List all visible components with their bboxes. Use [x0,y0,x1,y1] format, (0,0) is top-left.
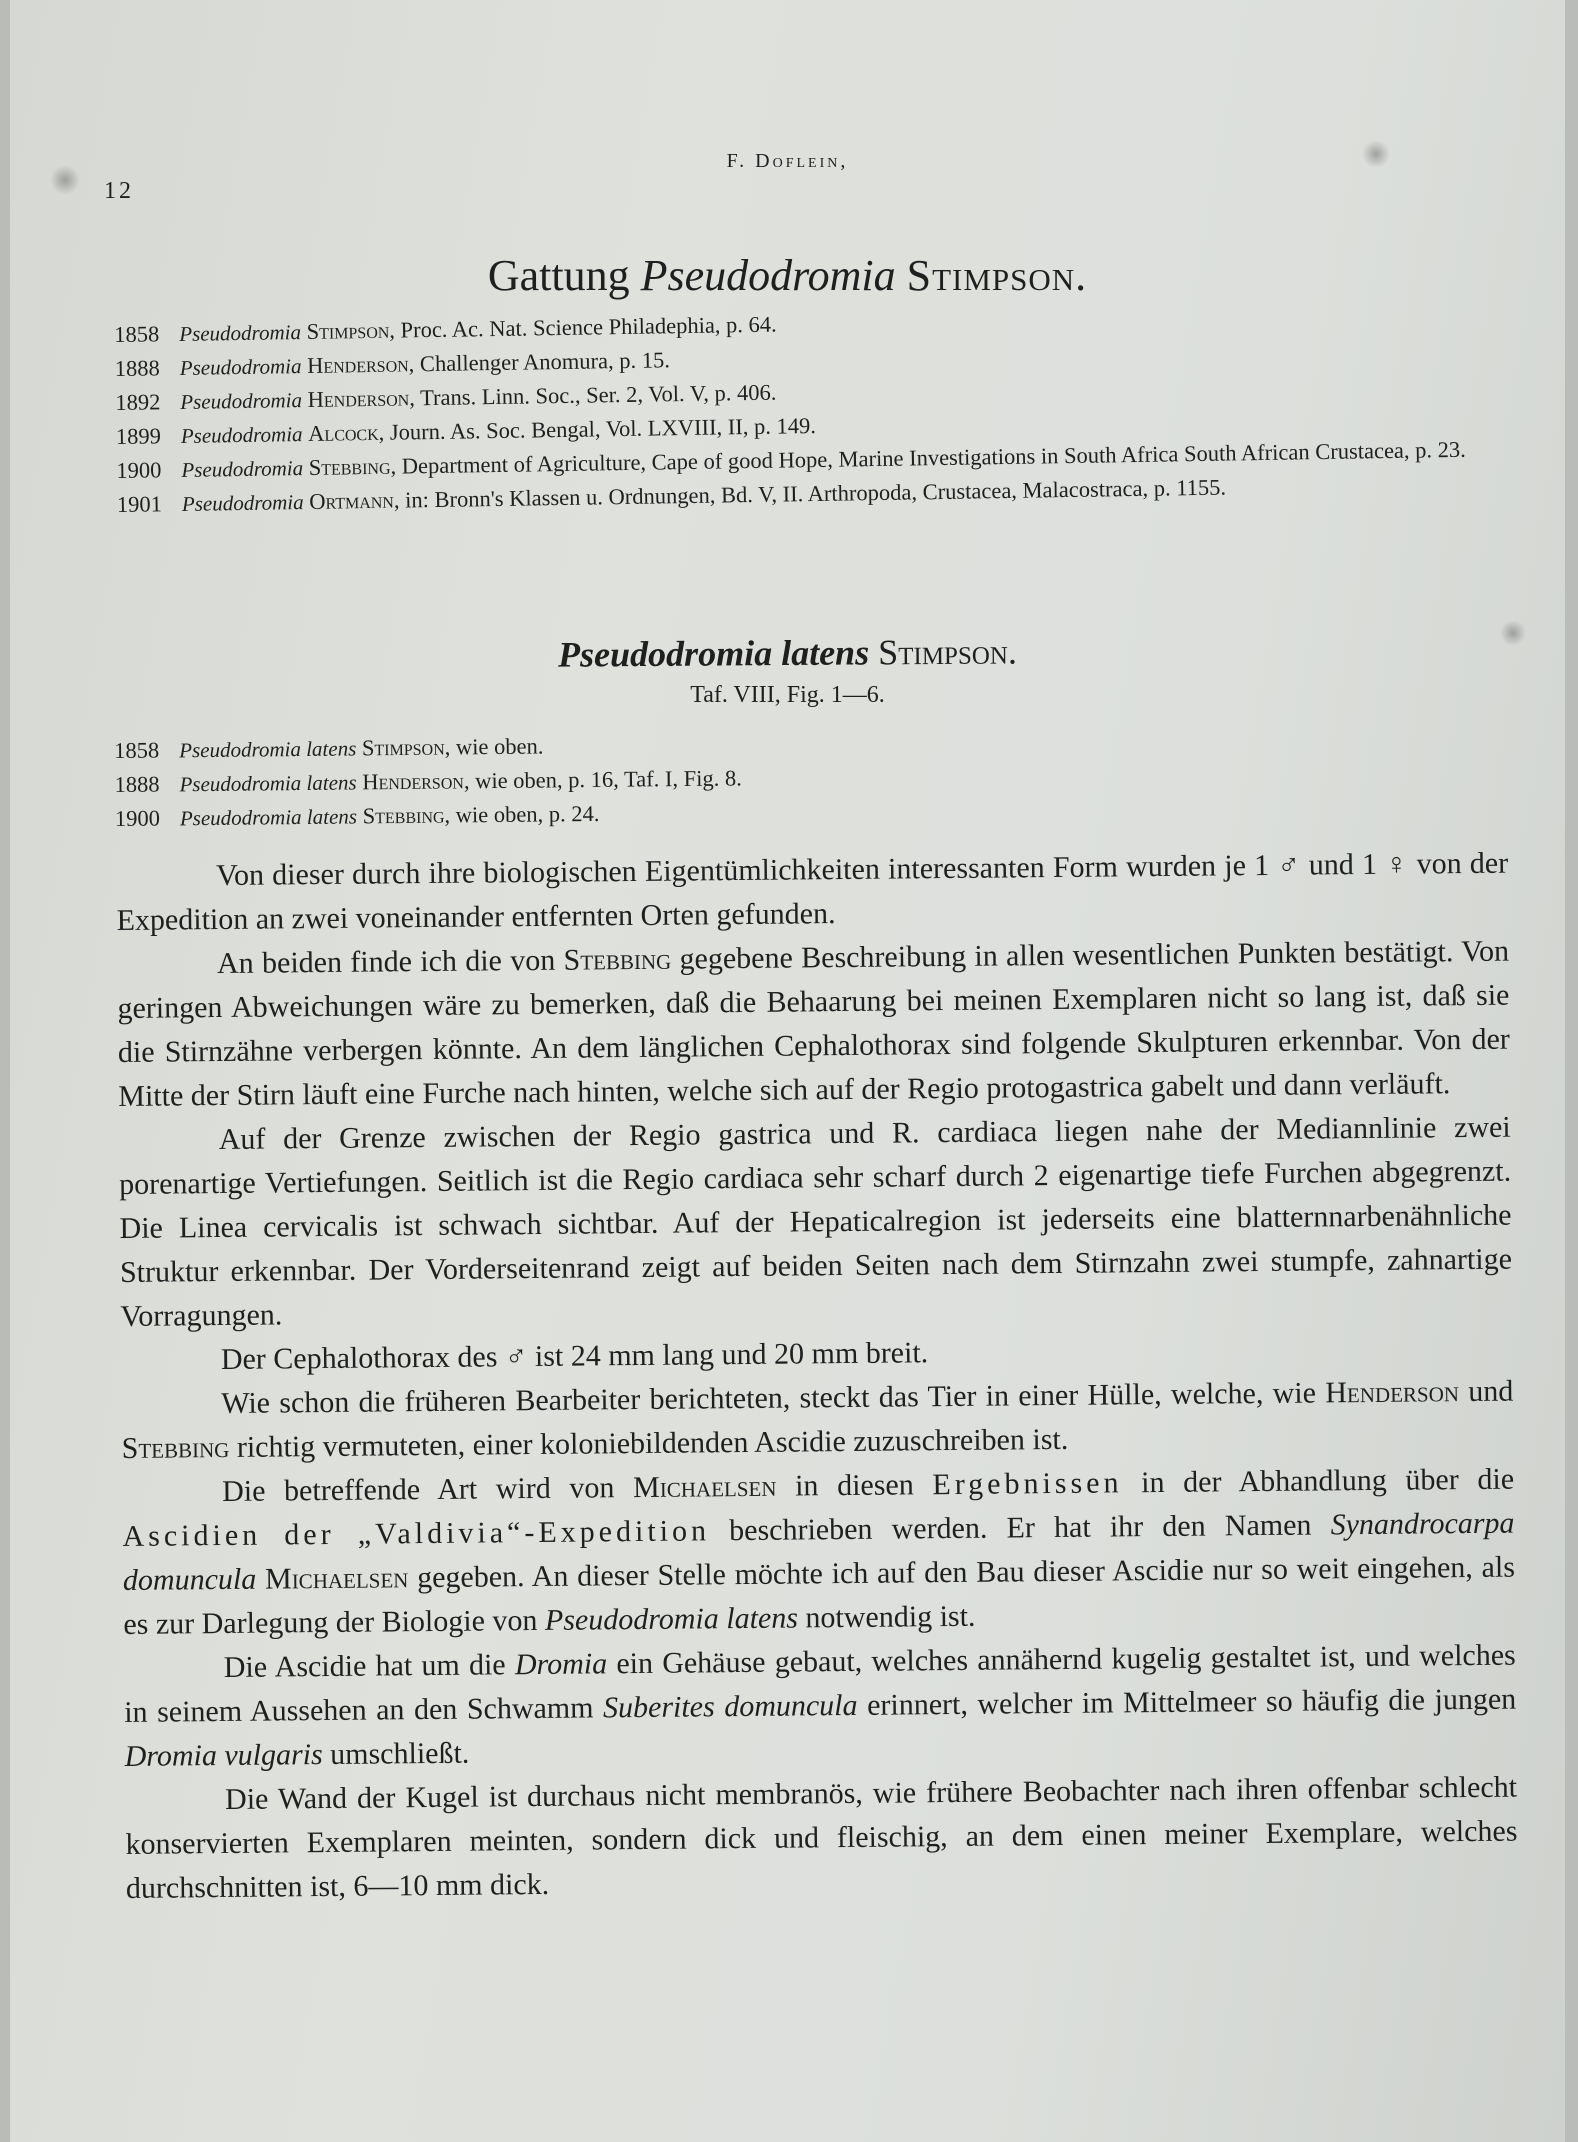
species-title-author: Stimpson. [877,631,1018,673]
text-run: umschließt. [330,1736,470,1771]
reference-source: , in: Bronn's Klassen u. Ordnungen, Bd. V, II. Arthropoda, Crustacea, Malacostraca, p. 1155. [393,474,1227,513]
author-name: Stebbing [121,1430,230,1465]
reference-year: 1858 [114,321,160,347]
reference-source: , Journ. As. Soc. Bengal, Vol. LXVIII, II, p. 149. [378,412,817,445]
text-run: Die Ascidie hat um die [223,1648,506,1685]
taxon-name: Synandrocarpa domuncula [122,1506,1515,1597]
plate-reference: Taf. VIII, Fig. 1—6. [690,682,885,708]
reference-taxon: Pseudodromia latens [179,770,357,797]
paragraph: Der Cephalothorax des ♂ ist 24 mm lang und 20 mm breit. [220,1336,929,1377]
text-run: beschrieben werden. Er hat ihr den Namen [729,1508,1312,1548]
reference-taxon: Pseudodromia latens [179,736,357,763]
spaced-text: Ergebnissen [932,1466,1123,1502]
book-page [10,0,1565,2142]
reference-year: 1899 [115,423,162,449]
body-text [116,842,1518,1911]
text-run: in diesen [794,1468,914,1503]
genus-title [10,250,1565,301]
paragraph: Von dieser durch ihre biologischen Eigentümlichkeiten interessanten Form wurden je 1 ♂ und 1 ♀ von der Expedition an zwei voneinander entfernten Orten gefunden. [116,846,1509,937]
reference-source: , Trans. Linn. Soc., Ser. 2, Vol. V, p. 406. [409,379,777,411]
author-name: Michaelsen [264,1561,409,1596]
text-run: richtig vermuteten, einer koloniebildenden Ascidie zuzuschreiben ist. [236,1422,1069,1464]
species-title [10,627,1565,680]
reference-author: Henderson [362,768,464,795]
reference-year: 1901 [116,491,163,517]
reference-year: 1888 [114,355,160,381]
author-name: Henderson [1325,1375,1460,1410]
reference-taxon: Pseudodromia [180,388,303,414]
paragraph [117,930,1511,1119]
text-run: und [1468,1374,1514,1409]
reference-author: Stebbing [308,453,391,480]
taxon-name: Dromia vulgaris [124,1738,323,1773]
reference-taxon: Pseudodromia [179,320,302,346]
author-name: Michaelsen [632,1469,777,1505]
paragraph: Die Wand der Kugel ist durchaus nicht membranös, wie frühere Beobachter nach ihren offenbar schlecht konservierten Exemplaren meinten, sondern dick und fleischig, an dem einen meiner Exemplare, welches durchschnitten ist, 6—10 mm dick. [125,1770,1518,1905]
paragraph [124,1634,1517,1779]
species-title-name: Pseudodromia latens [557,632,870,675]
reference-year: 1858 [114,737,160,763]
text-run: notwendig ist. [805,1599,976,1635]
reference-author: Stimpson [306,317,390,344]
running-head: F. Doflein, [726,150,849,172]
reference-author: Stebbing [362,802,445,829]
paragraph [122,1458,1516,1647]
reference-taxon: Pseudodromia [179,354,302,380]
text-run: ein Gehäuse gebaut, welches annähernd kugelig gestaltet ist, und welches in seinem Aussehen an den Schwamm [124,1638,1516,1729]
reference-source: , Department of Agriculture, Cape of good Hope, Marine Investigations in South Africa South African Crustacea, p. 23. [390,436,1466,479]
reference-taxon: Pseudodromia [181,490,304,516]
reference-source: , wie oben, p. 16, Taf. I, Fig. 8. [463,765,742,794]
reference-source: , Proc. Ac. Nat. Science Philadephia, p. 64. [389,311,777,343]
text-run: gegeben. An dieser Stelle möchte ich auf den Bau dieser Ascidie nur so weit eingehen, als es zur Darlegung der Biologie von [123,1550,1516,1641]
reference-author: Ortmann [309,487,395,514]
reference-source: , Challenger Anomura, p. 15. [408,347,671,377]
text-run: gegebene Beschreibung in allen wesentlichen Punkten bestätigt. Von geringen Abweichungen wäre zu bemerken, daß die Behaarung bei meinen Exemplaren nicht so lang ist, daß sie die Stirnzähne verbergen könnte. An dem länglichen Cephalothorax sind folgende Skulpturen erkennbar. Von der Mitte der Stirn läuft eine Furche nach hinten, welche sich auf der Regio protogastrica gabelt und dann verläuft. [117,934,1510,1113]
reference-year: 1900 [116,457,162,483]
reference-author: Henderson [306,351,409,378]
reference-author: Stimpson [361,734,445,761]
genus-title-prefix: Gattung [487,251,630,300]
species-reference-list [114,719,1500,835]
text-run: Wie schon die früheren Bearbeiter berichteten, steckt das Tier in einer Hülle, welche, wie [221,1376,1317,1421]
author-name: Stebbing [563,942,672,977]
page-number: 12 [104,178,134,204]
genus-title-name: Pseudodromia [640,251,896,300]
paragraph [121,1370,1514,1471]
text-run: erinnert, welcher im Mittelmeer so häufig die jungen [866,1682,1517,1722]
genus-title-author: Stimpson. [906,251,1088,300]
reference-year: 1888 [114,771,160,797]
text-run: An beiden finde ich die von [216,943,556,981]
genus-reference-list [114,296,1502,522]
taxon-name: Dromia [514,1647,608,1682]
taxon-name: Pseudodromia latens [544,1601,799,1637]
reference-year: 1892 [115,389,161,415]
reference-author: Henderson [307,385,410,412]
text-run: Die betreffende Art wird von [221,1471,615,1509]
reference-year: 1900 [114,805,161,831]
reference-source: , wie oben. [444,733,544,760]
text-run: in der Abhandlung über die [1141,1462,1515,1500]
reference-taxon: Pseudodromia latens [179,804,358,831]
paragraph: Auf der Grenze zwischen der Regio gastrica und R. cardiaca liegen nahe der Mediannlinie zwei porenartige Vertiefungen. Seitlich ist die Regio cardiaca sehr scharf durch 2 eigenartige tiefe Furchen abgegrenzt. Die Linea cervicalis ist schwach sichtbar. Auf der Hepaticalregion ist jederseits eine blatternnarbenähnliche Struktur erkennbar. Der Vorderseitenrand zeigt auf beiden Seiten nach dem Stirnzahn zwei stumpfe, zahnartige Vorragungen. [119,1110,1513,1333]
reference-taxon: Pseudodromia [180,422,303,448]
spaced-text: Ascidien der „Valdivia“-Expedition [122,1514,711,1553]
reference-taxon: Pseudodromia [181,456,304,482]
reference-author: Alcock [307,419,379,446]
taxon-name: Suberites domuncula [602,1688,858,1725]
reference-source: , wie oben, p. 24. [444,800,600,828]
